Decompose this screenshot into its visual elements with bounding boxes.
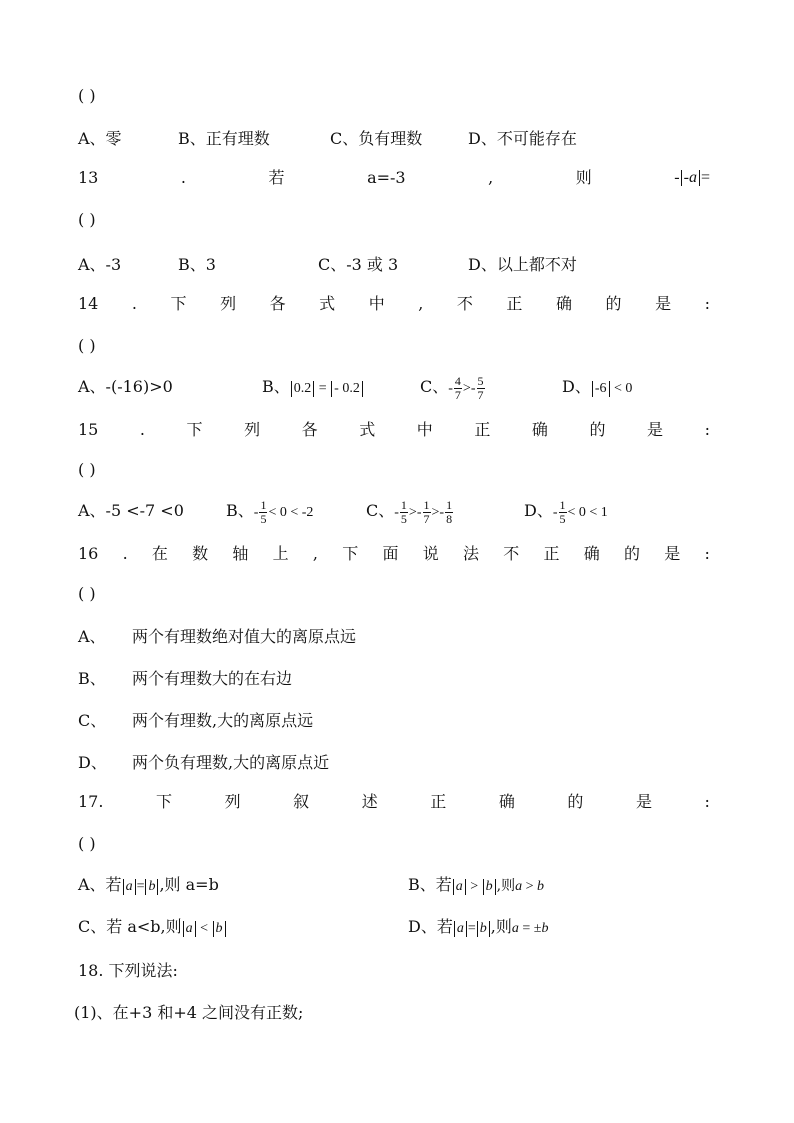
q12-option-c: C、负有理数 (330, 129, 423, 148)
q15-word: 正 (474, 420, 491, 439)
q14-word: 不 (456, 294, 473, 313)
q16-option-a: A、 两个有理数绝对值大的离原点远 (78, 627, 357, 646)
q14-option-a: A、-(-16)>0 (78, 377, 173, 396)
q16-dot: . (122, 544, 128, 563)
q16-word: 是 (664, 544, 681, 563)
q16-word: 正 (543, 544, 560, 563)
q18-item-1: (1)、在+3 和+4 之间没有正数; (74, 1003, 304, 1022)
q13-word-if: 若 (268, 168, 285, 187)
q13-number: 13 (78, 168, 99, 187)
q14-number: 14 (78, 294, 99, 313)
q15-stem (78, 418, 710, 442)
q14-word: : (704, 294, 710, 313)
q16-word: 说 (422, 544, 439, 563)
q15-option-c: C、- $\frac{1}{5}$ >- $\frac{1}{7}$ >- $\frac{1}{8}$ (366, 498, 453, 527)
q16-answer-paren: ( ) (78, 584, 96, 603)
q14-word: 中 (368, 294, 385, 313)
q17-option-a: A、若 a = b ,则 a=b (78, 875, 219, 894)
q17-word: 确 (498, 792, 515, 811)
q15-dot: . (139, 420, 145, 439)
q14-word: 正 (506, 294, 523, 313)
q15-word: 是 (647, 420, 664, 439)
q16-stem (78, 542, 710, 566)
q17-option-d: D、若 a = b ,则a = ±b (408, 917, 549, 936)
q13-expression: - -a = (674, 169, 710, 186)
q16-word: 的 (624, 544, 641, 563)
q13-option-b: B、3 (178, 255, 216, 274)
q15-number: 15 (78, 420, 99, 439)
q15-word: 式 (359, 420, 376, 439)
q16-word: 数 (192, 544, 209, 563)
q17-word: 述 (361, 792, 378, 811)
q13-stem (78, 166, 710, 190)
q15-word: 列 (244, 420, 261, 439)
q14-dot: . (131, 294, 137, 313)
q14-option-c: C、- $\frac{4}{7}$ >- $\frac{5}{7}$ (420, 374, 484, 403)
q14-word: 的 (605, 294, 622, 313)
q15-word: 的 (589, 420, 606, 439)
q17-option-c: C、若 a<b,则 a < b (78, 912, 227, 942)
q17-word: 列 (224, 792, 241, 811)
q13-condition: a=-3 (367, 168, 406, 187)
q15-option-a: A、-5 <-7 <0 (78, 501, 184, 520)
q14-word: 各 (269, 294, 286, 313)
q15-word: 确 (531, 420, 548, 439)
q14-option-b: B、 0.2 = - 0.2 (262, 372, 364, 402)
q16-number: 16 (78, 544, 99, 563)
q16-word: 不 (503, 544, 520, 563)
q16-word: , (312, 544, 319, 563)
q16-word: 上 (272, 544, 289, 563)
q16-word: : (704, 544, 710, 563)
q15-option-d: D、- $\frac{1}{5}$ < 0 < 1 (524, 498, 608, 527)
q15-answer-paren: ( ) (78, 460, 96, 479)
q17-number: 17. (78, 792, 104, 811)
q14-word: , (418, 294, 424, 313)
q17-word: 下 (156, 792, 173, 811)
q14-option-d: D、 -6 < 0 (562, 377, 633, 396)
q16-option-c: C、 两个有理数,大的离原点远 (78, 711, 314, 730)
q16-option-b: B、 两个有理数大的在右边 (78, 669, 293, 688)
q12-answer-paren: ( ) (78, 86, 96, 105)
q14-stem (78, 292, 710, 316)
q17-word: 的 (567, 792, 584, 811)
q16-word: 法 (463, 544, 480, 563)
q16-word: 下 (342, 544, 359, 563)
q14-word: 下 (170, 294, 187, 313)
q17-stem (78, 790, 710, 814)
q13-option-c: C、-3 或 3 (318, 255, 399, 274)
q17-word: 是 (635, 792, 652, 811)
q15-word: 中 (416, 420, 433, 439)
q17-option-b: B、若 a > b ,则a > b (408, 875, 545, 894)
q12-option-a: A、零 (78, 129, 122, 148)
q16-word: 确 (583, 544, 600, 563)
q14-word: 是 (655, 294, 672, 313)
q14-answer-paren: ( ) (78, 336, 96, 355)
q13-dot: . (180, 168, 186, 187)
q12-option-d: D、不可能存在 (468, 129, 577, 148)
q16-word: 面 (382, 544, 399, 563)
q13-option-a: A、-3 (78, 255, 122, 274)
q13-comma: , (488, 168, 494, 187)
q15-option-b: B、- $\frac{1}{5}$ < 0 < -2 (226, 498, 314, 527)
q12-option-b: B、正有理数 (178, 129, 270, 148)
q15-word: 各 (301, 420, 318, 439)
q16-word: 在 (151, 544, 168, 563)
q14-word: 式 (319, 294, 336, 313)
q14-word: 列 (220, 294, 237, 313)
q16-option-d: D、 两个负有理数,大的离原点近 (78, 753, 330, 772)
q15-word: 下 (186, 420, 203, 439)
q17-word: : (704, 792, 710, 811)
q16-word: 轴 (232, 544, 249, 563)
q13-option-d: D、以上都不对 (468, 255, 577, 274)
q17-word: 正 (430, 792, 447, 811)
q13-answer-paren: ( ) (78, 210, 96, 229)
q17-answer-paren: ( ) (78, 834, 96, 853)
q14-word: 确 (555, 294, 572, 313)
q15-word: : (704, 420, 710, 439)
q18-title: 18. 下列说法: (78, 961, 178, 980)
q17-word: 叙 (293, 792, 310, 811)
q13-word-then: 则 (575, 168, 592, 187)
